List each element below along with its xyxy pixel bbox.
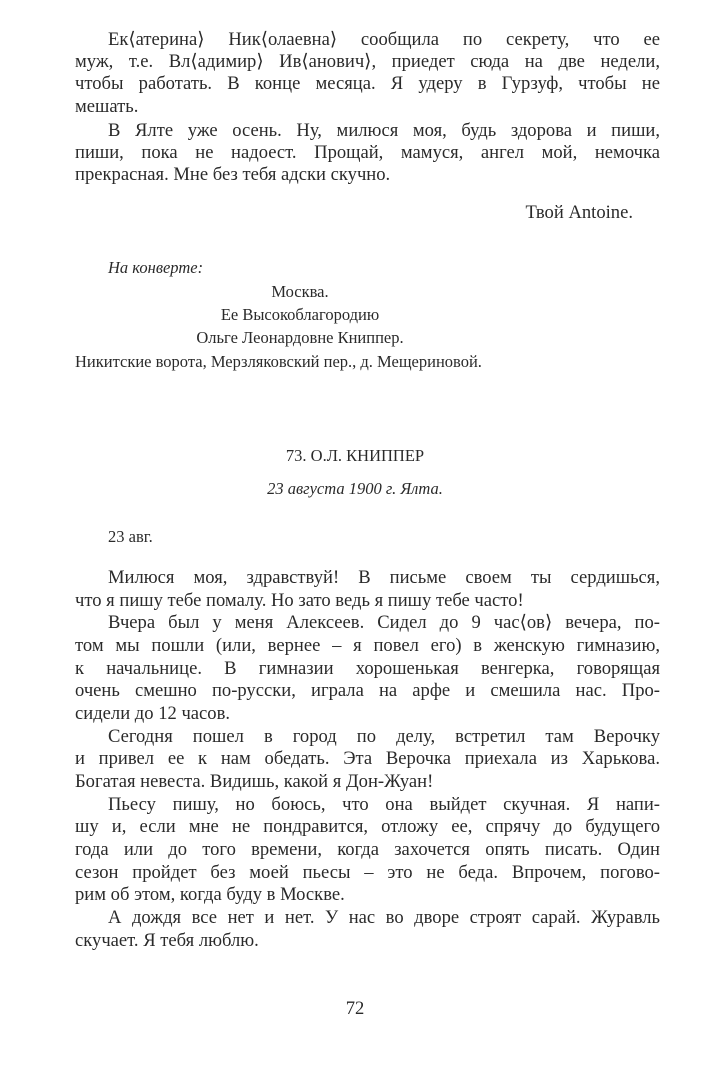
- text-line: Сегодня пошел в город по делу, встретил там Верочку: [108, 726, 660, 747]
- text-line: Пьесу пишу, но боюсь, что она выйдет скучная. Я напи-: [108, 794, 660, 815]
- text-line: к начальнице. В гимназии хорошенькая венгерка, говорящая: [75, 658, 660, 679]
- letter-date-text: 23 августа 1900 г. Ялта.: [267, 479, 443, 498]
- text-line: сезон пройдет без моей пьесы – это не беда. Впрочем, погово-: [75, 862, 660, 883]
- page-number: 72: [345, 998, 365, 1019]
- text-line: А дождя все нет и нет. У нас во дворе строят сарай. Журавль: [108, 907, 660, 928]
- text-line: чтобы работать. В конце месяца. Я удеру в Гурзуф, чтобы не: [75, 73, 660, 94]
- text-line: Вчера был у меня Алексеев. Сидел до 9 час⟨ов⟩ вечера, по-: [108, 612, 660, 633]
- text-line: года или до того времени, когда захочется опять писать. Один: [75, 839, 660, 860]
- text-line: мешать.: [75, 96, 139, 117]
- envelope-line: Никитские ворота, Мерзляковский пер., д. Мещериновой.: [75, 352, 482, 371]
- envelope-line: Ольге Леонардовне Книппер.: [196, 328, 404, 347]
- signature: Твой Antoine.: [525, 202, 633, 223]
- text-line: Ек⟨атерина⟩ Ник⟨олаевна⟩ сообщила по секрету, что ее: [108, 29, 660, 50]
- text-line: пиши, пока не надоест. Прощай, мамуся, ангел мой, немочка: [75, 142, 660, 163]
- text-line: В Ялте уже осень. Ну, милюся моя, будь здорова и пиши,: [108, 120, 660, 141]
- text-line: Богатая невеста. Видишь, какой я Дон-Жуан!: [75, 771, 434, 792]
- envelope-label-text: На конверте:: [108, 258, 204, 277]
- text-line: что я пишу тебе помалу. Но зато ведь я пишу тебе часто!: [75, 590, 524, 611]
- text-line: том мы пошли (или, вернее – я повел его) в женскую гимназию,: [75, 635, 660, 656]
- text-line: и привел ее к нам обедать. Эта Верочка приехала из Харькова.: [75, 748, 660, 769]
- text-line: рим об этом, когда буду в Москве.: [75, 884, 345, 905]
- dateline: 23 авг.: [108, 527, 153, 546]
- envelope-line: Москва.: [271, 282, 329, 301]
- envelope-label: [108, 257, 203, 279]
- letter-date: [0, 478, 710, 500]
- text-line: Милюся моя, здравствуй! В письме своем ты сердишься,: [108, 567, 660, 588]
- text-line: прекрасная. Мне без тебя адски скучно.: [75, 164, 391, 185]
- letter-heading: 73. О.Л. КНИППЕР: [285, 446, 425, 465]
- envelope-line: Ее Высокоблагородию: [220, 305, 380, 324]
- text-line: муж, т.е. Вл⟨адимир⟩ Ив⟨анович⟩, приедет сюда на две недели,: [75, 51, 660, 72]
- text-line: сидели до 12 часов.: [75, 703, 231, 724]
- text-line: шу и, если мне не пондравится, отложу ее, спрячу до будущего: [75, 816, 660, 837]
- text-line: скучает. Я тебя люблю.: [75, 930, 259, 951]
- text-line: очень смешно по-русски, играла на арфе и смешила нас. Про-: [75, 680, 660, 701]
